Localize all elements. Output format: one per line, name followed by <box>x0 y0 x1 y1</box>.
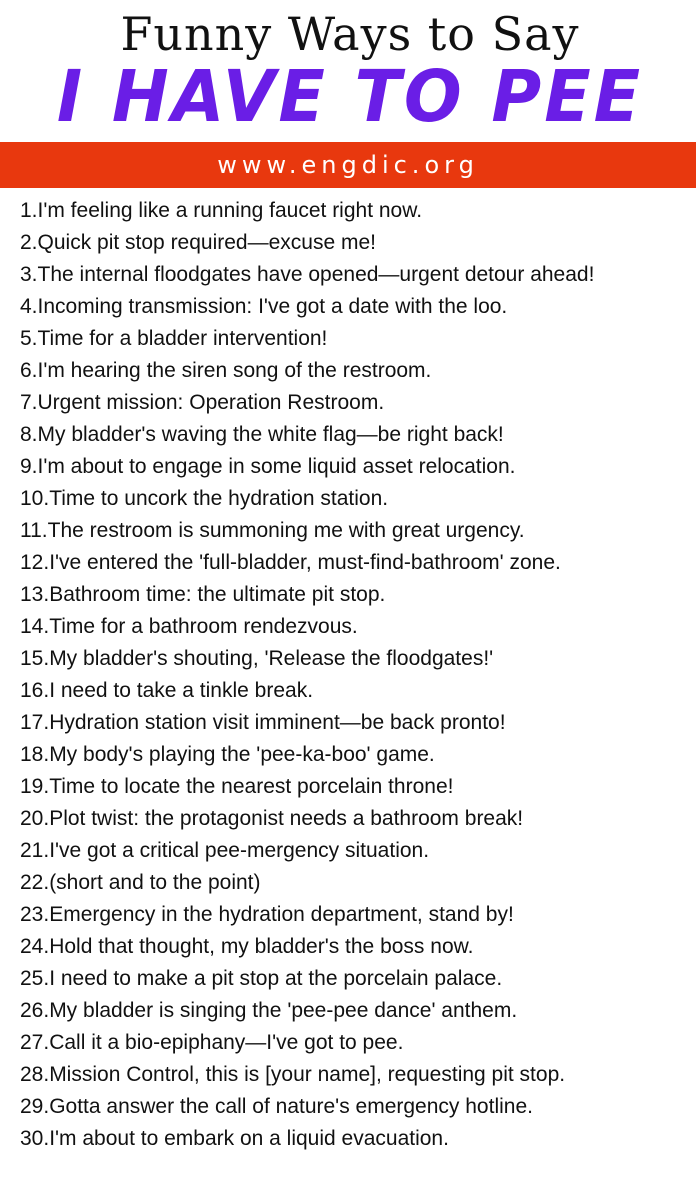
list-item: 15.My bladder's shouting, 'Release the floodgates!' <box>20 647 494 670</box>
list-item: 7.Urgent mission: Operation Restroom. <box>20 391 385 414</box>
list-item: 5.Time for a bladder intervention! <box>20 327 328 350</box>
list-item: 8.My bladder's waving the white flag—be right back! <box>20 423 504 446</box>
title-line-1: Funny Ways to Say <box>120 7 580 61</box>
list-item: 19.Time to locate the nearest porcelain throne! <box>20 775 454 798</box>
list-item: 16.I need to take a tinkle break. <box>20 679 314 702</box>
list-item: 28.Mission Control, this is [your name], requesting pit stop. <box>20 1063 566 1086</box>
list-item: 9.I'm about to engage in some liquid asset relocation. <box>20 455 516 478</box>
list-item: 27.Call it a bio-epiphany—I've got to pee. <box>20 1031 404 1054</box>
list-item: 1.I'm feeling like a running faucet right now. <box>20 199 423 222</box>
list-item: 4.Incoming transmission: I've got a date with the loo. <box>20 295 508 318</box>
phrase-list <box>20 195 690 1155</box>
list-item: 3.The internal floodgates have opened—urgent detour ahead! <box>20 263 595 286</box>
list-item: 2.Quick pit stop required—excuse me! <box>20 231 376 254</box>
list-item: 30.I'm about to embark on a liquid evacuation. <box>20 1127 449 1150</box>
list-item: 12.I've entered the 'full-bladder, must-find-bathroom' zone. <box>20 551 561 574</box>
list-item: 24.Hold that thought, my bladder's the boss now. <box>20 935 474 958</box>
list-item: 21.I've got a critical pee-mergency situation. <box>20 839 430 862</box>
list-item: 26.My bladder is singing the 'pee-pee dance' anthem. <box>20 999 518 1022</box>
list-item: 29.Gotta answer the call of nature's emergency hotline. <box>20 1095 533 1118</box>
list-item: 20.Plot twist: the protagonist needs a bathroom break! <box>20 807 524 830</box>
list-item: 6.I'm hearing the siren song of the restroom. <box>20 359 432 382</box>
list-item: 10.Time to uncork the hydration station. <box>20 487 389 510</box>
list-item: 17.Hydration station visit imminent—be back pronto! <box>20 711 506 734</box>
website-url: www.engdic.org <box>217 151 479 179</box>
list-item: 23.Emergency in the hydration department, stand by! <box>20 903 514 926</box>
list-item: 11.The restroom is summoning me with great urgency. <box>20 519 525 542</box>
title-line-2: I HAVE TO PEE <box>56 56 644 139</box>
list-item: 22.(short and to the point) <box>20 871 261 894</box>
list-item: 13.Bathroom time: the ultimate pit stop. <box>20 583 386 606</box>
list-item: 14.Time for a bathroom rendezvous. <box>20 615 358 638</box>
list-item: 25.I need to make a pit stop at the porcelain palace. <box>20 967 503 990</box>
list-item: 18.My body's playing the 'pee-ka-boo' game. <box>20 743 435 766</box>
website-banner <box>0 142 696 188</box>
